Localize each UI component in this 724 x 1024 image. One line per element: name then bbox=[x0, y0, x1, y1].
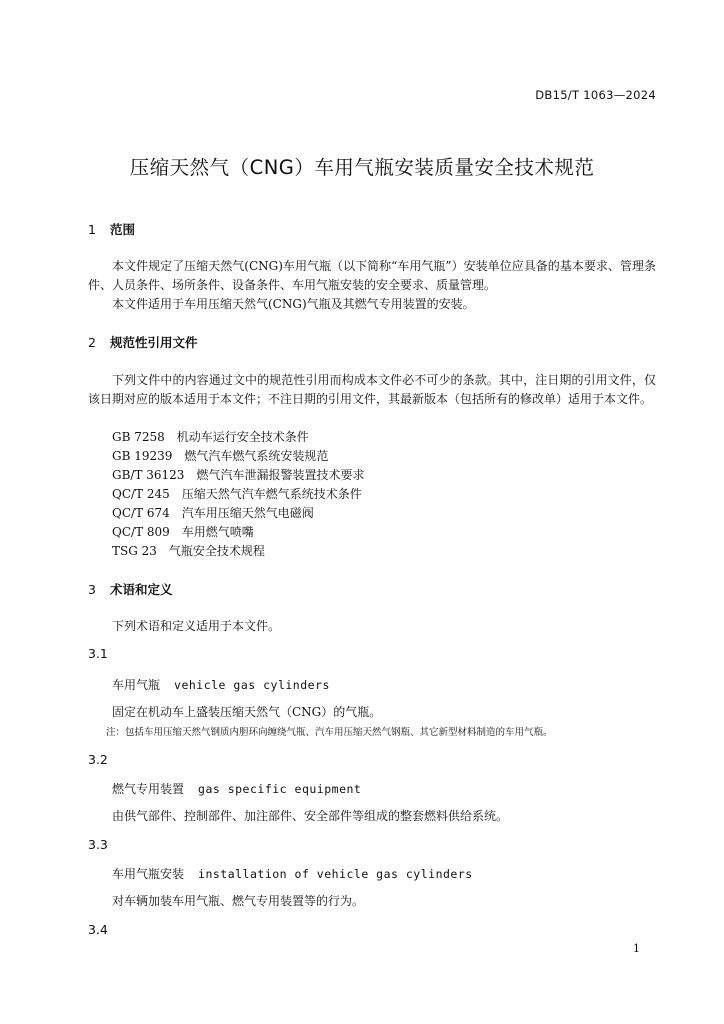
term-chinese: 燃气专用装置 bbox=[112, 782, 185, 796]
section-number: 1 bbox=[88, 222, 96, 237]
term-english: gas specific equipment bbox=[198, 782, 362, 796]
term-english: installation of vehicle gas cylinders bbox=[198, 867, 473, 881]
term-chinese: 车用气瓶安装 bbox=[112, 867, 185, 881]
scope-paragraph-2: 本文件适用于车用压缩天然气(CNG)气瓶及其燃气专用装置的安装。 bbox=[112, 297, 475, 311]
section-title: 范围 bbox=[110, 222, 136, 237]
reference-item: GB 7258 机动车运行安全技术条件 bbox=[112, 430, 309, 444]
section-heading-normative bbox=[88, 333, 198, 351]
section-title: 术语和定义 bbox=[110, 582, 173, 597]
normative-intro: 下列文件中的内容通过文中的规范性引用而构成本文件必不可少的条款。其中，注日期的引用文件，仅该日期对应的版本适用于本文件；不注日期的引用文件，其最新版本（包括所有的修改单）适用于本文件。 bbox=[88, 373, 656, 406]
reference-item: QC/T 809 车用燃气喷嘴 bbox=[112, 525, 254, 539]
term-number: 3.3 bbox=[88, 837, 108, 852]
reference-item: GB/T 36123 燃气汽车泄漏报警装置技术要求 bbox=[112, 468, 365, 482]
term-definition: 固定在机动车上盛装压缩天然气（CNG）的气瓶。 bbox=[112, 705, 382, 719]
term-definition: 由供气部件、控制部件、加注部件、安全部件等组成的整套燃料供给系统。 bbox=[112, 809, 509, 823]
document-code: DB15/T 1063—2024 bbox=[535, 88, 656, 102]
section-number: 2 bbox=[88, 335, 96, 350]
section-title: 规范性引用文件 bbox=[110, 335, 198, 350]
reference-item: TSG 23 气瓶安全技术规程 bbox=[112, 544, 265, 558]
reference-item: QC/T 245 压缩天然气汽车燃气系统技术条件 bbox=[112, 487, 362, 501]
term-entry bbox=[112, 865, 473, 882]
term-number: 3.1 bbox=[88, 646, 108, 661]
term-entry bbox=[112, 780, 361, 797]
page-number: 1 bbox=[633, 942, 640, 955]
reference-item: GB 19239 燃气汽车燃气系统安装规范 bbox=[112, 449, 329, 463]
section-heading-terms bbox=[88, 580, 173, 598]
term-english: vehicle gas cylinders bbox=[174, 678, 330, 692]
terms-intro: 下列术语和定义适用于本文件。 bbox=[112, 619, 281, 633]
term-entry bbox=[112, 676, 330, 693]
reference-item: QC/T 674 汽车用压缩天然气电磁阀 bbox=[112, 506, 314, 520]
section-number: 3 bbox=[88, 582, 96, 597]
term-note: 注：包括车用压缩天然气钢质内胆环向缠绕气瓶、汽车用压缩天然气钢瓶、其它新型材料制造的车用气瓶。 bbox=[106, 727, 553, 738]
scope-paragraph-1: 本文件规定了压缩天然气(CNG)车用气瓶（以下简称“车用气瓶”）安装单位应具备的基本要求、管理条件、人员条件、场所条件、设备条件、车用气瓶安装的安全要求、质量管理。 bbox=[88, 259, 656, 292]
document-title: 压缩天然气（CNG）车用气瓶安装质量安全技术规范 bbox=[129, 156, 595, 179]
term-number: 3.4 bbox=[88, 922, 108, 937]
section-heading-scope bbox=[88, 220, 135, 238]
term-chinese: 车用气瓶 bbox=[112, 678, 161, 692]
term-definition: 对车辆加装车用气瓶、燃气专用装置等的行为。 bbox=[112, 894, 365, 908]
term-number: 3.2 bbox=[88, 752, 108, 767]
